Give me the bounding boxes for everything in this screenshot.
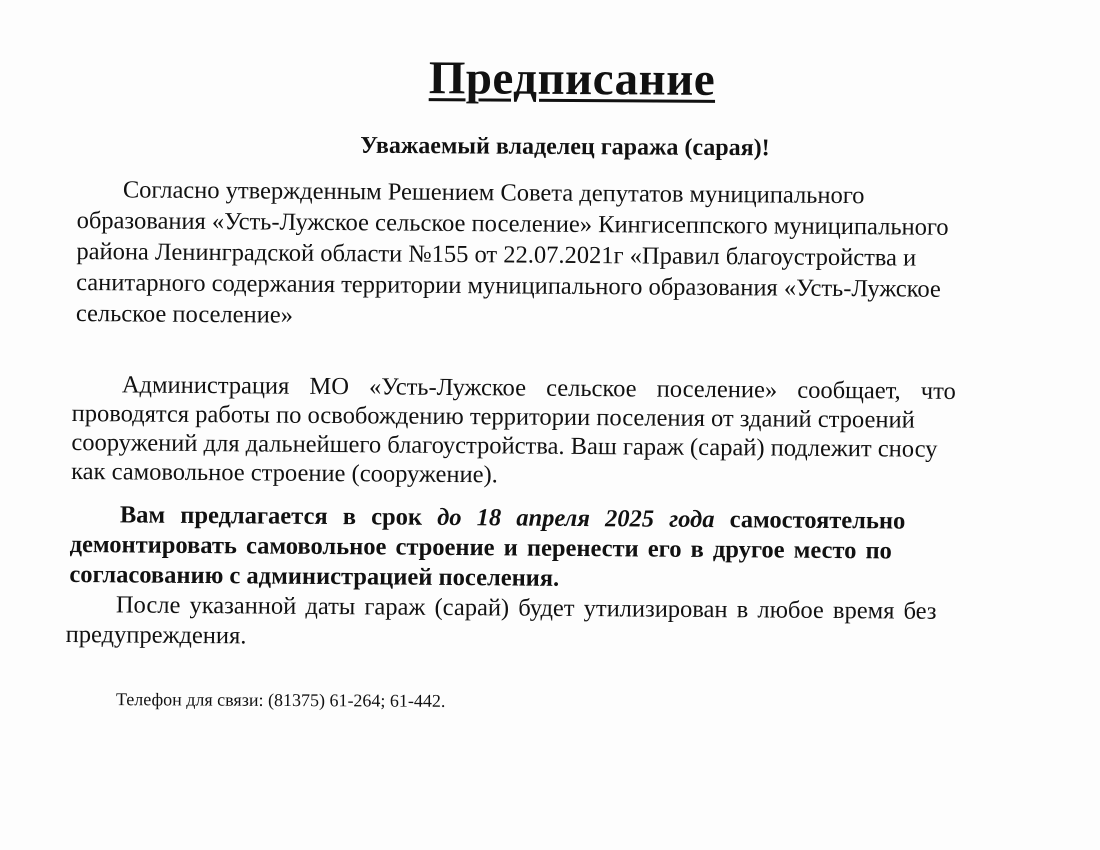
text-line: сооружений для дальнейшего благоустройства. Ваш гараж (сарай) подлежит сносу [71, 428, 938, 463]
paragraph-warning [66, 590, 1080, 658]
demand-end: самостоятельно [729, 506, 906, 535]
text-line: Администрация МО «Усть-Лужское сельское поселение» сообщает, что [121, 371, 956, 405]
text-line: образования «Усть-Лужское сельское поселение» Кингисеппского муниципального [76, 206, 949, 241]
text-line: предупреждения. [65, 620, 247, 650]
text-line: района Ленинградской области №155 от 22.07.2021г «Правил благоустройства и [76, 237, 917, 272]
text-line: как самовольное строение (сооружение). [71, 457, 498, 489]
deadline-date: до 18 апреля 2025 года [437, 503, 715, 534]
text-line: сельское поселение» [75, 299, 294, 329]
contact-phone: Телефон для связи: (81375) 61-264; 61-442. [115, 689, 446, 711]
text-line: После указанной даты гараж (сарай) будет утилизирован в любое время без [115, 591, 937, 625]
demand-start: Вам предлагается в срок [119, 501, 423, 531]
paragraph-administration-notice [71, 370, 1080, 494]
text-line: демонтировать самовольное строение и перенести его в другое место по [69, 530, 892, 565]
text-line: согласованию с администрацией поселения. [69, 560, 560, 592]
text-line: проводятся работы по освобождению территории поселения от зданий строений [71, 399, 915, 434]
paragraph-regulation [76, 174, 1077, 337]
greeting: Уважаемый владелец гаража (сарая)! [360, 132, 770, 162]
paragraph-demand [69, 500, 1082, 598]
document-title: Предписание [428, 52, 716, 106]
text-line: санитарного содержания территории муниципального образования «Усть-Лужское [76, 268, 941, 303]
text-line: Согласно утвержденным Решением Совета депутатов муниципального [122, 176, 865, 210]
